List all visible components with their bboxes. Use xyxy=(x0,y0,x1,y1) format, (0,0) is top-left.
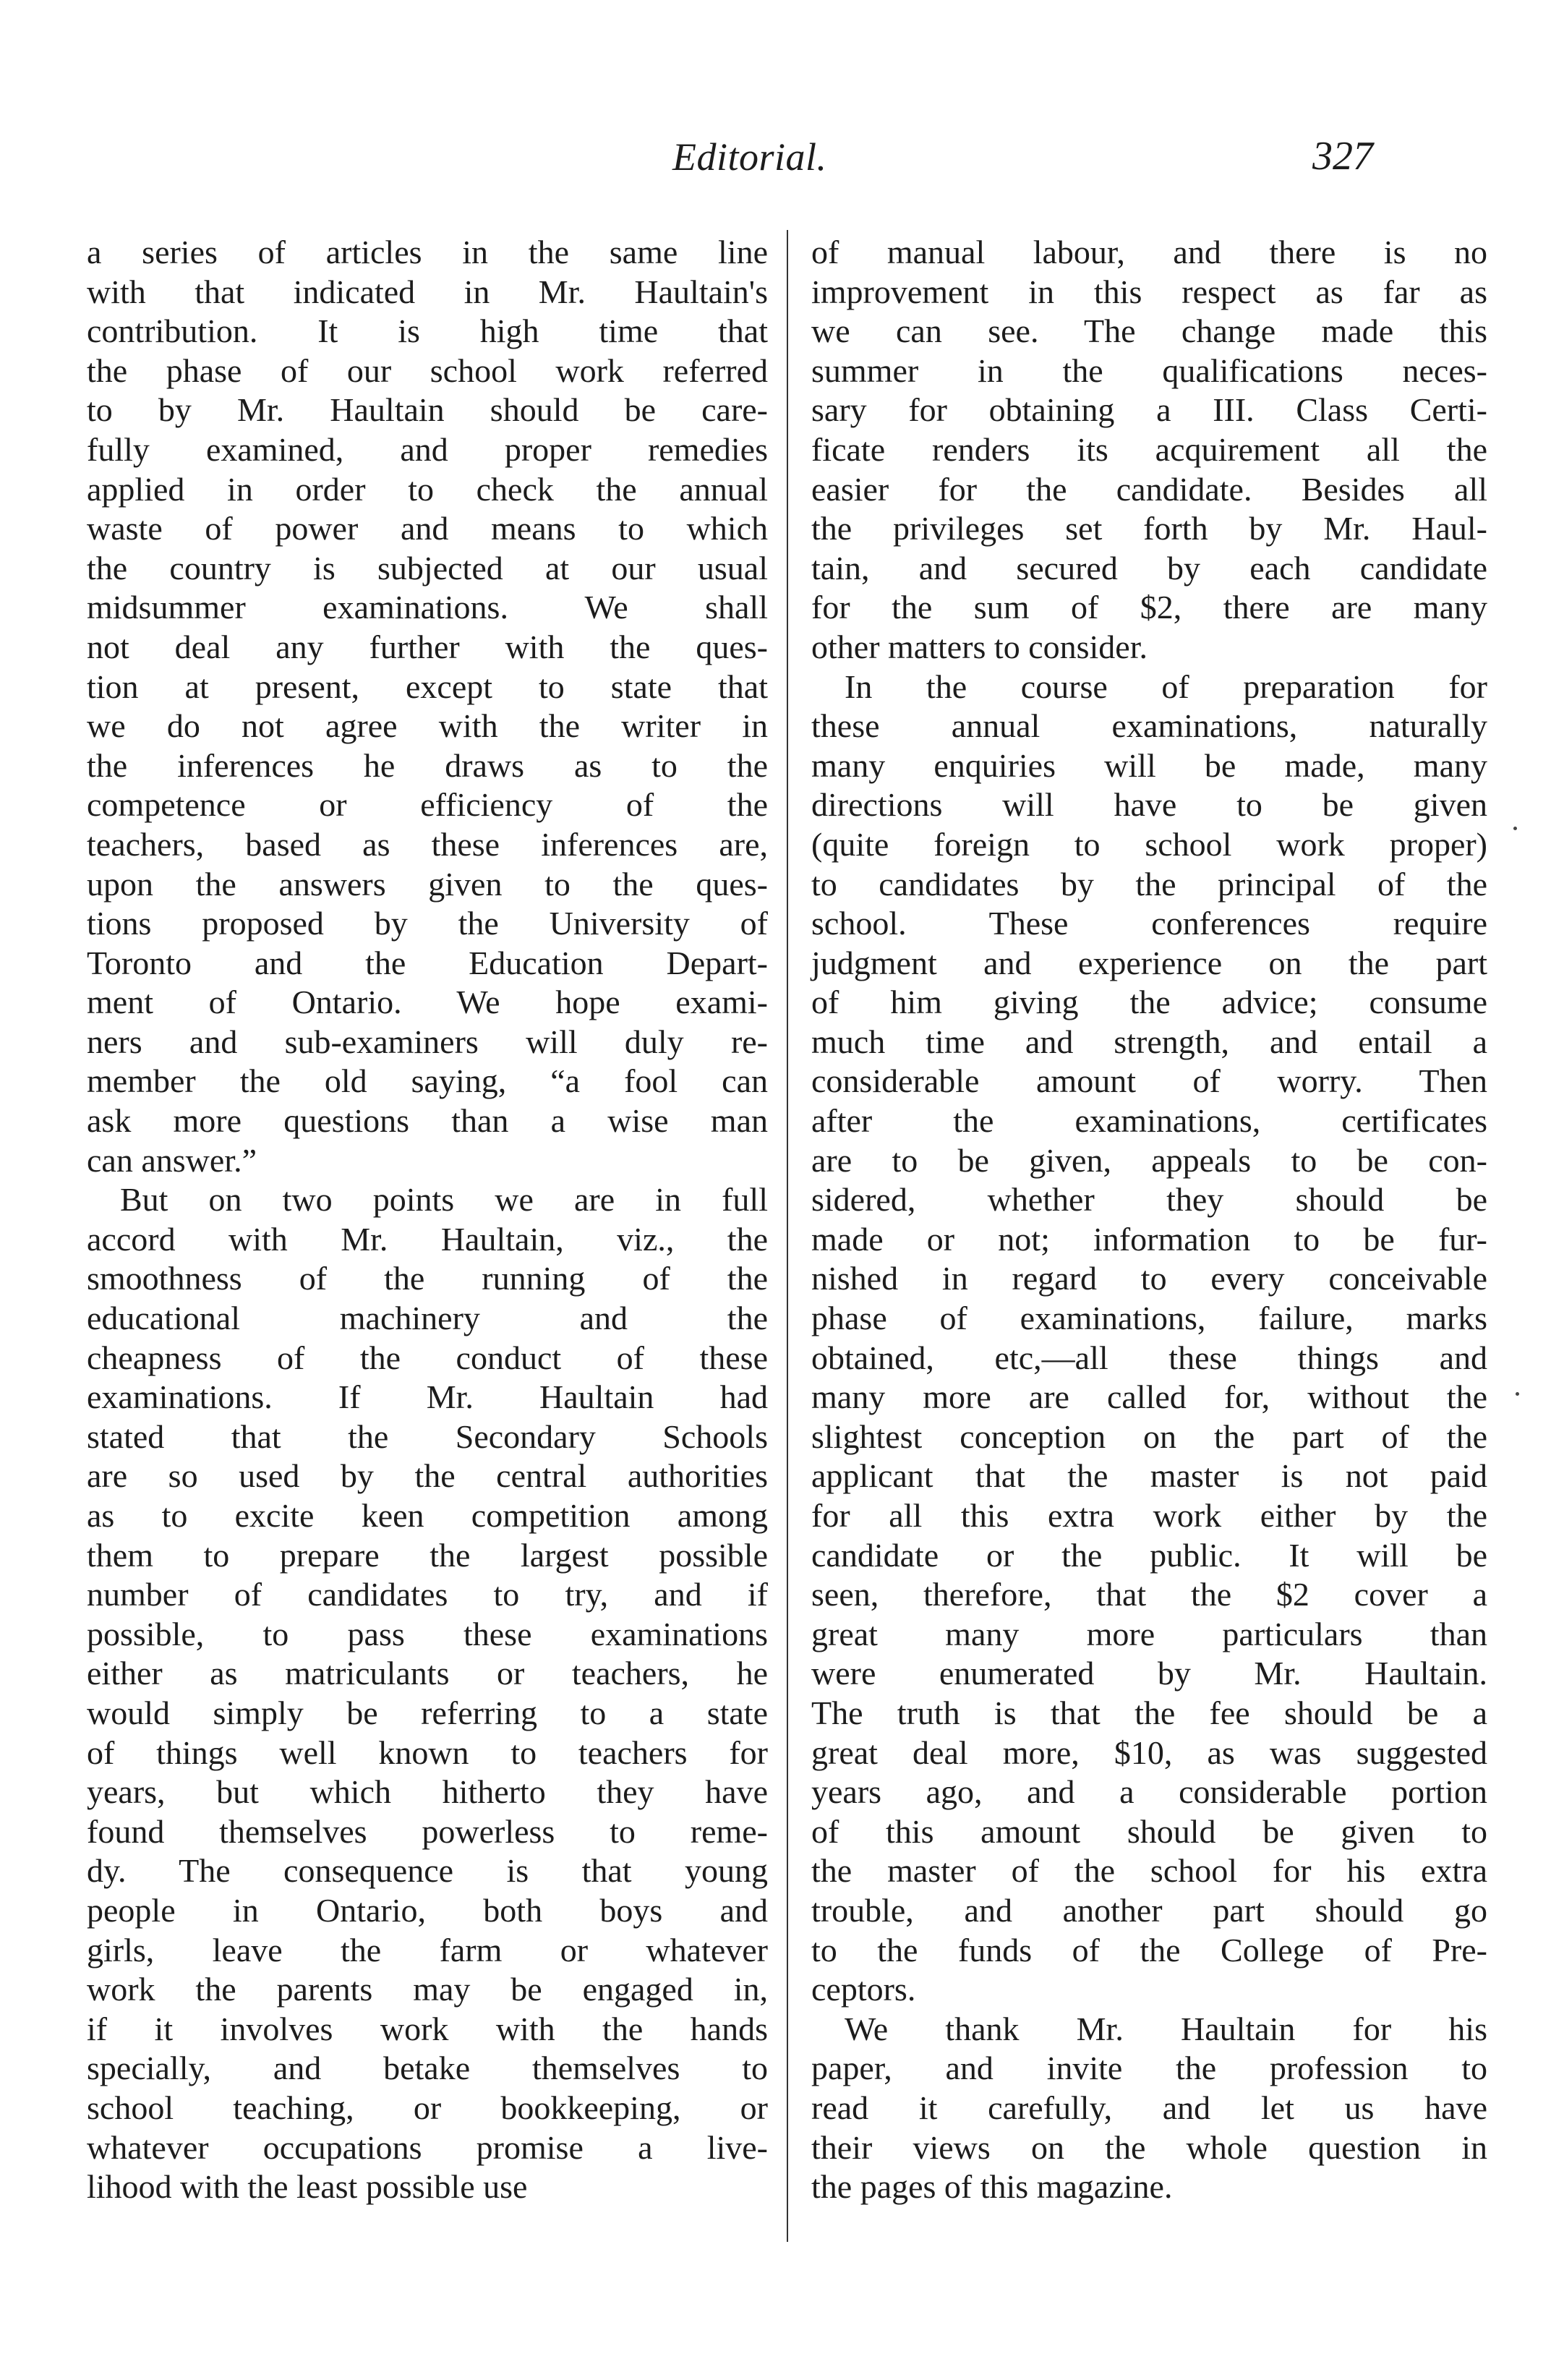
text-line: fully examined, and proper remedies xyxy=(87,430,768,468)
text-line: lihood with the least possible use xyxy=(87,2168,528,2206)
text-line: tion at present, except to state that xyxy=(87,667,768,705)
text-line: summer in the qualifications neces- xyxy=(811,351,1487,389)
text-line: ners and sub-examiners will duly re- xyxy=(87,1023,768,1060)
text-line: we can see. The change made this xyxy=(811,312,1487,350)
text-line: other matters to consider. xyxy=(811,628,1148,665)
text-line: a series of articles in the same line xyxy=(87,234,768,270)
text-line: ficate renders its acquirement all the xyxy=(811,430,1487,468)
text-line: the country is subjected at our usual xyxy=(87,549,768,587)
text-line: number of candidates to try, and if xyxy=(87,1576,768,1613)
text-line: are to be given, appeals to be con- xyxy=(811,1141,1487,1179)
text-line: found themselves powerless to reme- xyxy=(87,1812,768,1850)
text-line: of things well known to teachers for xyxy=(87,1733,768,1771)
text-line: to the funds of the College of Pre- xyxy=(811,1931,1487,1969)
text-line: nished in regard to every conceivable xyxy=(811,1260,1487,1297)
text-line: of him giving the advice; consume xyxy=(811,984,1487,1021)
text-line: possible, to pass these examinations xyxy=(87,1615,768,1652)
text-line: obtained, etc,—all these things and xyxy=(811,1339,1487,1376)
text-line: to candidates by the principal of the xyxy=(811,865,1487,903)
text-line: can answer.” xyxy=(87,1141,257,1179)
text-line: many more are called for, without the xyxy=(811,1378,1487,1416)
text-line: read it carefully, and let us have xyxy=(811,2089,1487,2126)
text-line: the master of the school for his extra xyxy=(811,1852,1487,1890)
text-line: contribution. It is high time that xyxy=(87,312,768,350)
print-speck xyxy=(1513,827,1517,830)
text-line: for all this extra work either by the xyxy=(811,1497,1487,1534)
text-line: them to prepare the largest possible xyxy=(87,1536,768,1574)
text-line: tain, and secured by each candidate xyxy=(811,549,1487,587)
text-line: paper, and invite the profession to xyxy=(811,2050,1487,2087)
text-line: years ago, and a considerable portion xyxy=(811,1773,1487,1811)
text-line: Toronto and the Education Depart- xyxy=(87,944,768,981)
text-line: these annual examinations, naturally xyxy=(811,707,1487,745)
text-line: many enquiries will be made, many xyxy=(811,746,1487,784)
print-speck xyxy=(1516,1392,1519,1396)
text-line: The truth is that the fee should be a xyxy=(811,1694,1487,1731)
text-line: whatever occupations promise a live- xyxy=(87,2128,768,2166)
text-line: sary for obtaining a III. Class Certi- xyxy=(811,391,1487,429)
text-line: In the course of preparation for xyxy=(845,667,1487,705)
column-divider xyxy=(787,230,788,2242)
text-line: specially, and betake themselves to xyxy=(87,2050,768,2087)
text-line: applicant that the master is not paid xyxy=(811,1457,1487,1495)
text-line: are so used by the central authorities xyxy=(87,1457,768,1495)
text-line: not deal any further with the ques- xyxy=(87,628,768,665)
text-line: the inferences he draws as to the xyxy=(87,746,768,784)
text-line: stated that the Secondary Schools xyxy=(87,1417,768,1455)
text-line: considerable amount of worry. Then xyxy=(811,1062,1487,1100)
text-line: We thank Mr. Haultain for his xyxy=(845,2010,1487,2047)
text-line: upon the answers given to the ques- xyxy=(87,865,768,903)
text-line: cheapness of the conduct of these xyxy=(87,1339,768,1376)
text-line: to by Mr. Haultain should be care- xyxy=(87,391,768,429)
text-line: seen, therefore, that the $2 cover a xyxy=(811,1576,1487,1613)
left-text-column xyxy=(87,233,768,2207)
page-number: 327 xyxy=(1312,134,1373,179)
text-line: would simply be referring to a state xyxy=(87,1694,768,1731)
text-line: teachers, based as these inferences are, xyxy=(87,825,768,863)
text-line: competence or efficiency of the xyxy=(87,786,768,824)
text-line: work the parents may be engaged in, xyxy=(87,1971,768,2008)
text-line: ceptors. xyxy=(811,1971,916,2008)
text-line: waste of power and means to which xyxy=(87,510,768,547)
text-line: educational machinery and the xyxy=(87,1300,768,1337)
text-line: if it involves work with the hands xyxy=(87,2010,768,2047)
text-line: dy. The consequence is that young xyxy=(87,1852,768,1890)
text-line: accord with Mr. Haultain, viz., the xyxy=(87,1220,768,1258)
text-line: improvement in this respect as far as xyxy=(811,273,1487,310)
text-line: great many more particulars than xyxy=(811,1615,1487,1652)
text-line: the pages of this magazine. xyxy=(811,2168,1173,2206)
text-line: slightest conception on the part of the xyxy=(811,1417,1487,1455)
text-line: as to excite keen competition among xyxy=(87,1497,768,1534)
text-line: girls, leave the farm or whatever xyxy=(87,1931,768,1969)
text-line: ment of Ontario. We hope exami- xyxy=(87,984,768,1021)
text-line: phase of examinations, failure, marks xyxy=(811,1300,1487,1337)
text-line: directions will have to be given xyxy=(811,786,1487,824)
text-line: for the sum of $2, there are many xyxy=(811,589,1487,626)
text-line: of this amount should be given to xyxy=(811,1812,1487,1850)
text-line: examinations. If Mr. Haultain had xyxy=(87,1378,768,1416)
text-line: school teaching, or bookkeeping, or xyxy=(87,2089,768,2126)
text-line: much time and strength, and entail a xyxy=(811,1023,1487,1060)
text-line: member the old saying, “a fool can xyxy=(87,1062,768,1100)
text-line: sidered, whether they should be xyxy=(811,1181,1487,1219)
text-line: But on two points we are in full xyxy=(120,1181,768,1219)
text-line: (quite foreign to school work proper) xyxy=(811,825,1487,863)
text-line: midsummer examinations. We shall xyxy=(87,589,768,626)
text-line: made or not; information to be fur- xyxy=(811,1220,1487,1258)
text-line: with that indicated in Mr. Haultain's xyxy=(87,273,768,310)
text-line: years, but which hitherto they have xyxy=(87,1773,768,1811)
text-line: after the examinations, certificates xyxy=(811,1102,1487,1140)
text-line: of manual labour, and there is no xyxy=(811,234,1487,270)
text-line: we do not agree with the writer in xyxy=(87,707,768,745)
text-line: candidate or the public. It will be xyxy=(811,1536,1487,1574)
right-text-column xyxy=(811,233,1487,2207)
text-line: tions proposed by the University of xyxy=(87,905,768,942)
text-line: great deal more, $10, as was suggested xyxy=(811,1733,1487,1771)
text-line: were enumerated by Mr. Haultain. xyxy=(811,1655,1487,1692)
text-line: the phase of our school work referred xyxy=(87,351,768,389)
text-line: easier for the candidate. Besides all xyxy=(811,470,1487,508)
text-line: people in Ontario, both boys and xyxy=(87,1891,768,1929)
text-line: school. These conferences require xyxy=(811,905,1487,942)
text-line: smoothness of the running of the xyxy=(87,1260,768,1297)
text-line: judgment and experience on the part xyxy=(811,944,1487,981)
text-line: the privileges set forth by Mr. Haul- xyxy=(811,510,1487,547)
text-line: ask more questions than a wise man xyxy=(87,1102,768,1140)
running-head: Editorial. xyxy=(672,135,827,179)
text-line: trouble, and another part should go xyxy=(811,1891,1487,1929)
text-line: their views on the whole question in xyxy=(811,2128,1487,2166)
text-line: either as matriculants or teachers, he xyxy=(87,1655,768,1692)
text-line: applied in order to check the annual xyxy=(87,470,768,508)
